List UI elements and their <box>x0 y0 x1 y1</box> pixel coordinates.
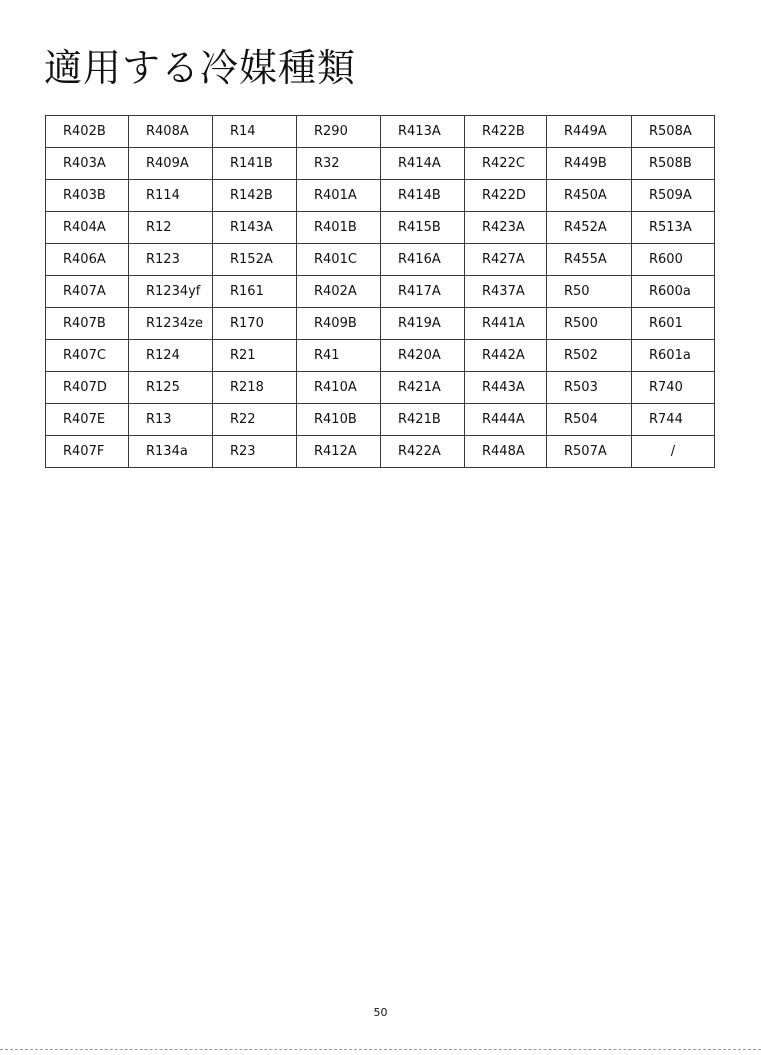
refrigerant-cell: R416A <box>381 244 465 276</box>
refrigerant-cell: R508B <box>632 148 715 180</box>
table-row <box>46 180 715 212</box>
refrigerant-table-body <box>46 116 715 468</box>
refrigerant-cell: R1234ze <box>129 308 213 340</box>
refrigerant-cell: R500 <box>547 308 632 340</box>
refrigerant-cell: / <box>632 436 715 468</box>
refrigerant-cell: R152A <box>213 244 297 276</box>
refrigerant-cell: R402A <box>297 276 381 308</box>
refrigerant-cell: R420A <box>381 340 465 372</box>
table-row <box>46 404 715 436</box>
refrigerant-cell: R600a <box>632 276 715 308</box>
table-row <box>46 244 715 276</box>
refrigerant-cell: R421B <box>381 404 465 436</box>
refrigerant-cell: R600 <box>632 244 715 276</box>
refrigerant-cell: R410A <box>297 372 381 404</box>
refrigerant-cell: R407B <box>46 308 129 340</box>
table-row <box>46 212 715 244</box>
refrigerant-cell: R134a <box>129 436 213 468</box>
refrigerant-cell: R422B <box>465 116 547 148</box>
refrigerant-cell: R401B <box>297 212 381 244</box>
refrigerant-cell: R449B <box>547 148 632 180</box>
refrigerant-cell: R422D <box>465 180 547 212</box>
refrigerant-cell: R406A <box>46 244 129 276</box>
refrigerant-cell: R218 <box>213 372 297 404</box>
refrigerant-cell: R403B <box>46 180 129 212</box>
refrigerant-cell: R415B <box>381 212 465 244</box>
table-row <box>46 276 715 308</box>
refrigerant-cell: R442A <box>465 340 547 372</box>
refrigerant-cell: R422C <box>465 148 547 180</box>
refrigerant-cell: R1234yf <box>129 276 213 308</box>
refrigerant-cell: R443A <box>465 372 547 404</box>
refrigerant-cell: R50 <box>547 276 632 308</box>
refrigerant-cell: R503 <box>547 372 632 404</box>
refrigerant-cell: R407A <box>46 276 129 308</box>
refrigerant-cell: R142B <box>213 180 297 212</box>
refrigerant-cell: R427A <box>465 244 547 276</box>
refrigerant-cell: R409B <box>297 308 381 340</box>
refrigerant-cell: R23 <box>213 436 297 468</box>
refrigerant-cell: R449A <box>547 116 632 148</box>
refrigerant-cell: R410B <box>297 404 381 436</box>
refrigerant-cell: R402B <box>46 116 129 148</box>
refrigerant-cell: R161 <box>213 276 297 308</box>
refrigerant-cell: R407F <box>46 436 129 468</box>
refrigerant-cell: R441A <box>465 308 547 340</box>
table-row <box>46 436 715 468</box>
refrigerant-cell: R21 <box>213 340 297 372</box>
refrigerant-cell: R455A <box>547 244 632 276</box>
refrigerant-cell: R22 <box>213 404 297 436</box>
table-row <box>46 308 715 340</box>
refrigerant-cell: R143A <box>213 212 297 244</box>
refrigerant-cell: R423A <box>465 212 547 244</box>
refrigerant-cell: R422A <box>381 436 465 468</box>
bottom-divider <box>0 1049 761 1050</box>
refrigerant-cell: R409A <box>129 148 213 180</box>
refrigerant-cell: R123 <box>129 244 213 276</box>
refrigerant-cell: R421A <box>381 372 465 404</box>
refrigerant-cell: R141B <box>213 148 297 180</box>
refrigerant-cell: R13 <box>129 404 213 436</box>
refrigerant-cell: R124 <box>129 340 213 372</box>
refrigerant-cell: R513A <box>632 212 715 244</box>
refrigerant-cell: R290 <box>297 116 381 148</box>
refrigerant-cell: R404A <box>46 212 129 244</box>
refrigerant-cell: R507A <box>547 436 632 468</box>
refrigerant-cell: R417A <box>381 276 465 308</box>
refrigerant-cell: R403A <box>46 148 129 180</box>
refrigerant-cell: R452A <box>547 212 632 244</box>
refrigerant-table <box>45 115 715 468</box>
refrigerant-cell: R448A <box>465 436 547 468</box>
refrigerant-cell: R508A <box>632 116 715 148</box>
refrigerant-cell: R170 <box>213 308 297 340</box>
refrigerant-cell: R413A <box>381 116 465 148</box>
refrigerant-cell: R601 <box>632 308 715 340</box>
table-row <box>46 116 715 148</box>
refrigerant-cell: R414A <box>381 148 465 180</box>
table-row <box>46 340 715 372</box>
page-title: 適用する冷媒種類 <box>44 46 357 90</box>
refrigerant-cell: R125 <box>129 372 213 404</box>
refrigerant-cell: R437A <box>465 276 547 308</box>
refrigerant-cell: R401C <box>297 244 381 276</box>
refrigerant-cell: R32 <box>297 148 381 180</box>
page-number: 50 <box>373 1006 388 1019</box>
refrigerant-cell: R412A <box>297 436 381 468</box>
table-row <box>46 148 715 180</box>
refrigerant-cell: R14 <box>213 116 297 148</box>
refrigerant-cell: R744 <box>632 404 715 436</box>
table-row <box>46 372 715 404</box>
refrigerant-cell: R407E <box>46 404 129 436</box>
refrigerant-cell: R12 <box>129 212 213 244</box>
refrigerant-cell: R414B <box>381 180 465 212</box>
refrigerant-cell: R450A <box>547 180 632 212</box>
refrigerant-cell: R407C <box>46 340 129 372</box>
refrigerant-cell: R408A <box>129 116 213 148</box>
refrigerant-cell: R502 <box>547 340 632 372</box>
refrigerant-cell: R419A <box>381 308 465 340</box>
refrigerant-cell: R601a <box>632 340 715 372</box>
refrigerant-cell: R41 <box>297 340 381 372</box>
refrigerant-cell: R504 <box>547 404 632 436</box>
refrigerant-cell: R401A <box>297 180 381 212</box>
refrigerant-cell: R407D <box>46 372 129 404</box>
refrigerant-cell: R509A <box>632 180 715 212</box>
refrigerant-cell: R444A <box>465 404 547 436</box>
refrigerant-cell: R740 <box>632 372 715 404</box>
refrigerant-cell: R114 <box>129 180 213 212</box>
